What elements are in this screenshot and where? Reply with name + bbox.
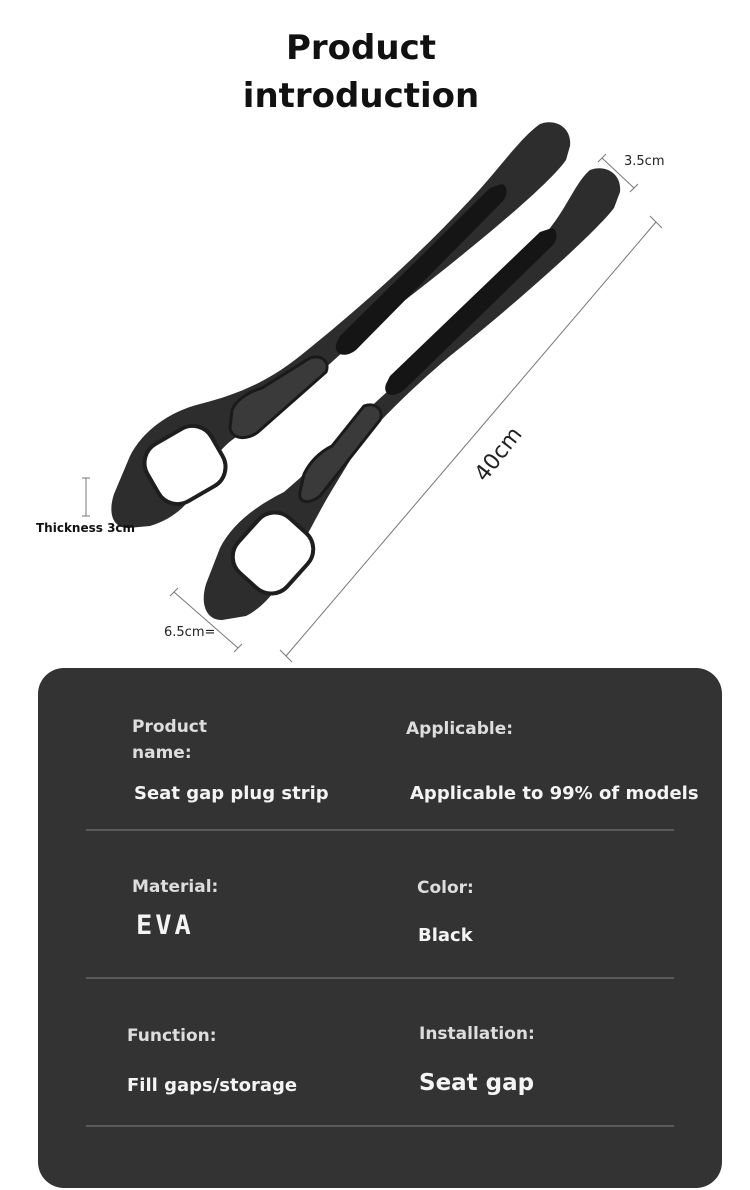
color-value: Black: [418, 925, 473, 946]
bottom-width-label: 6.5cm=: [164, 625, 216, 640]
function-value: Fill gaps/storage: [127, 1075, 298, 1096]
applicable-label: Applicable:: [406, 719, 514, 739]
product-name-label-line1: Product: [132, 717, 207, 737]
applicable-value: Applicable to 99% of models: [410, 783, 699, 804]
product-name-label-line2: name:: [132, 743, 192, 763]
divider-3: [86, 1125, 674, 1127]
installation-label: Installation:: [419, 1024, 535, 1044]
divider-1: [86, 829, 674, 831]
spec-card: [38, 668, 722, 1188]
material-label: Material:: [132, 877, 219, 897]
title-line-2: introduction: [242, 76, 480, 116]
divider-2: [86, 977, 674, 979]
thickness-label: Thickness 3cm: [36, 521, 136, 535]
color-label: Color:: [417, 878, 474, 898]
length-label: 40cm: [469, 422, 528, 487]
product-name-value: Seat gap plug strip: [134, 783, 329, 804]
material-value: EVA: [136, 910, 194, 941]
top-width-label: 3.5cm: [624, 154, 665, 169]
title-line-1: Product: [286, 28, 436, 68]
installation-value: Seat gap: [419, 1070, 535, 1096]
product-image: [0, 110, 750, 670]
function-label: Function:: [127, 1026, 217, 1046]
page-title: [0, 24, 722, 120]
product-name-label: [132, 714, 207, 766]
